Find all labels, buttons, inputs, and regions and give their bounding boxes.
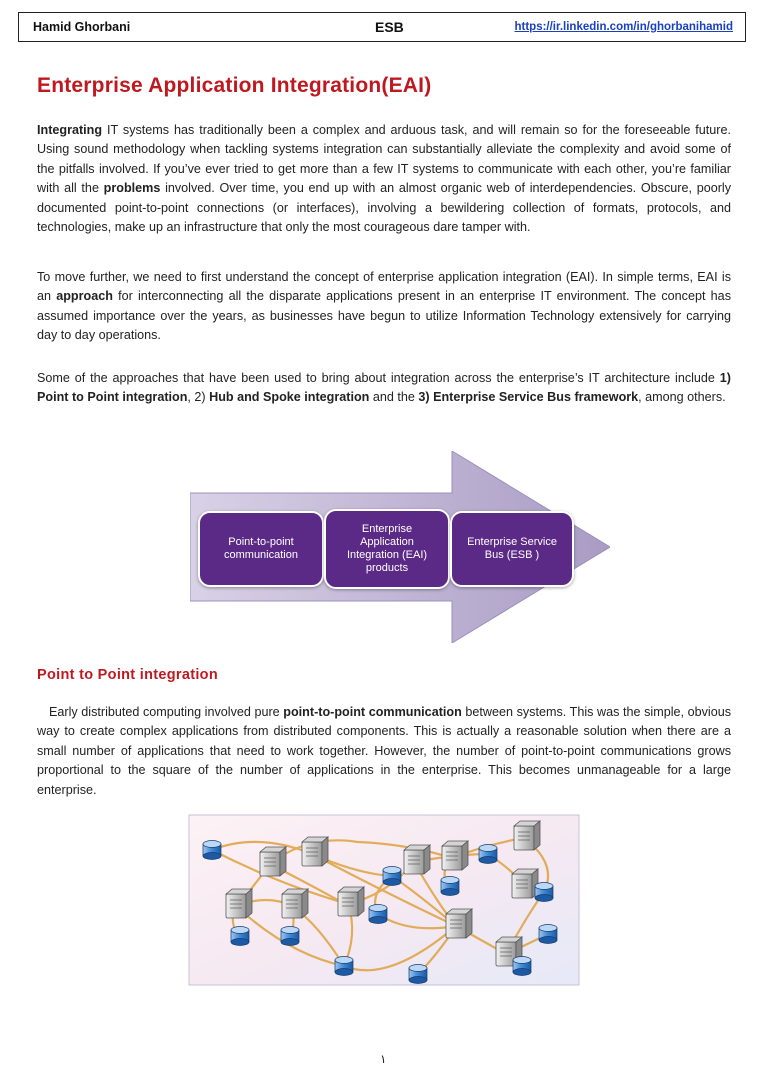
box-label: Enterprise Service Bus (ESB ) — [467, 536, 557, 561]
bold-term: problems — [103, 181, 161, 196]
page-number: ١ — [380, 1052, 387, 1066]
paragraph-text: , among others. — [638, 390, 726, 405]
paragraph-text: for interconnecting all the disparate applications present in an enterprise IT environment. The concept has assumed importance over the years, as businesses have begun to utilize Information Technology extensively for carrying day to day operations. — [37, 289, 731, 343]
paragraph-integration-intro — [37, 121, 731, 237]
network-illustration — [188, 814, 580, 986]
paragraph-text: and the — [369, 390, 419, 405]
point-to-point-network-diagram — [188, 814, 580, 986]
bold-term: point-to-point communication — [283, 705, 462, 719]
header-topic: ESB — [375, 19, 404, 35]
paragraph-point-to-point — [37, 703, 731, 800]
paragraph-text: , 2) — [187, 390, 210, 405]
bold-term: 3) Enterprise Service Bus framework — [418, 390, 639, 405]
esb-box — [450, 511, 574, 587]
paragraph-approaches — [37, 369, 731, 408]
paragraph-text: IT systems has traditionally been a complex and arduous task, and will remain so for the foreseeable future. Using sound methodology when tackling systems integration can substantially alleviate the complexity and avoid some of the pitfalls involved. If you’ve ever tried to get more than a few IT systems to communicate with each other, you’re familiar with all the — [37, 123, 731, 196]
paragraph-text: involved. Over time, you end up with an almost organic web of interdependencies. Obscure, poorly documented point-to-point connections (or interfaces), involving a bewildering collection of formats, protocols, and technologies, make up an infrastructure that only the most courageous dare tamper with. — [37, 181, 732, 235]
bold-term: Integrating — [37, 123, 103, 137]
header-author: Hamid Ghorbani — [33, 20, 131, 34]
paragraph-text: Early distributed computing involved pure — [49, 705, 284, 719]
bold-term: Hub and Spoke integration — [209, 390, 370, 405]
section-title-point-to-point: Point to Point integration — [37, 667, 218, 683]
header-linkedin-link[interactable]: https://ir.linkedin.com/in/ghorbanihamid — [514, 21, 733, 33]
eai-products-box — [324, 509, 450, 589]
eai-evolution-diagram — [190, 451, 610, 643]
box-label: Enterprise Application Integration (EAI) products — [346, 523, 428, 574]
paragraph-text: between systems. This was the simple, obvious way to create complex applications from distributed components. This is actually a reasonable solution when there are a small number of applications that need to work together. However, the number of point-to-point communications grows proportional to the square of the number of applications in the enterprise. This becomes unmanageable for a large enterprise. — [37, 705, 731, 797]
paragraph-text: To move further, we need to first understand the concept of enterprise application integration (EAI). In simple terms, EAI is an — [37, 270, 731, 304]
bold-term: approach — [56, 289, 113, 304]
page-title: Enterprise Application Integration(EAI) — [37, 74, 432, 97]
box-label: Point-to-point communication — [224, 536, 298, 561]
paragraph-eai-concept — [37, 268, 731, 346]
point-to-point-box — [198, 511, 324, 587]
bold-term: 1) Point to Point integration — [37, 371, 731, 405]
paragraph-text: Some of the approaches that have been used to bring about integration across the enterprise’s IT architecture include — [37, 371, 720, 385]
page-header — [18, 12, 746, 42]
